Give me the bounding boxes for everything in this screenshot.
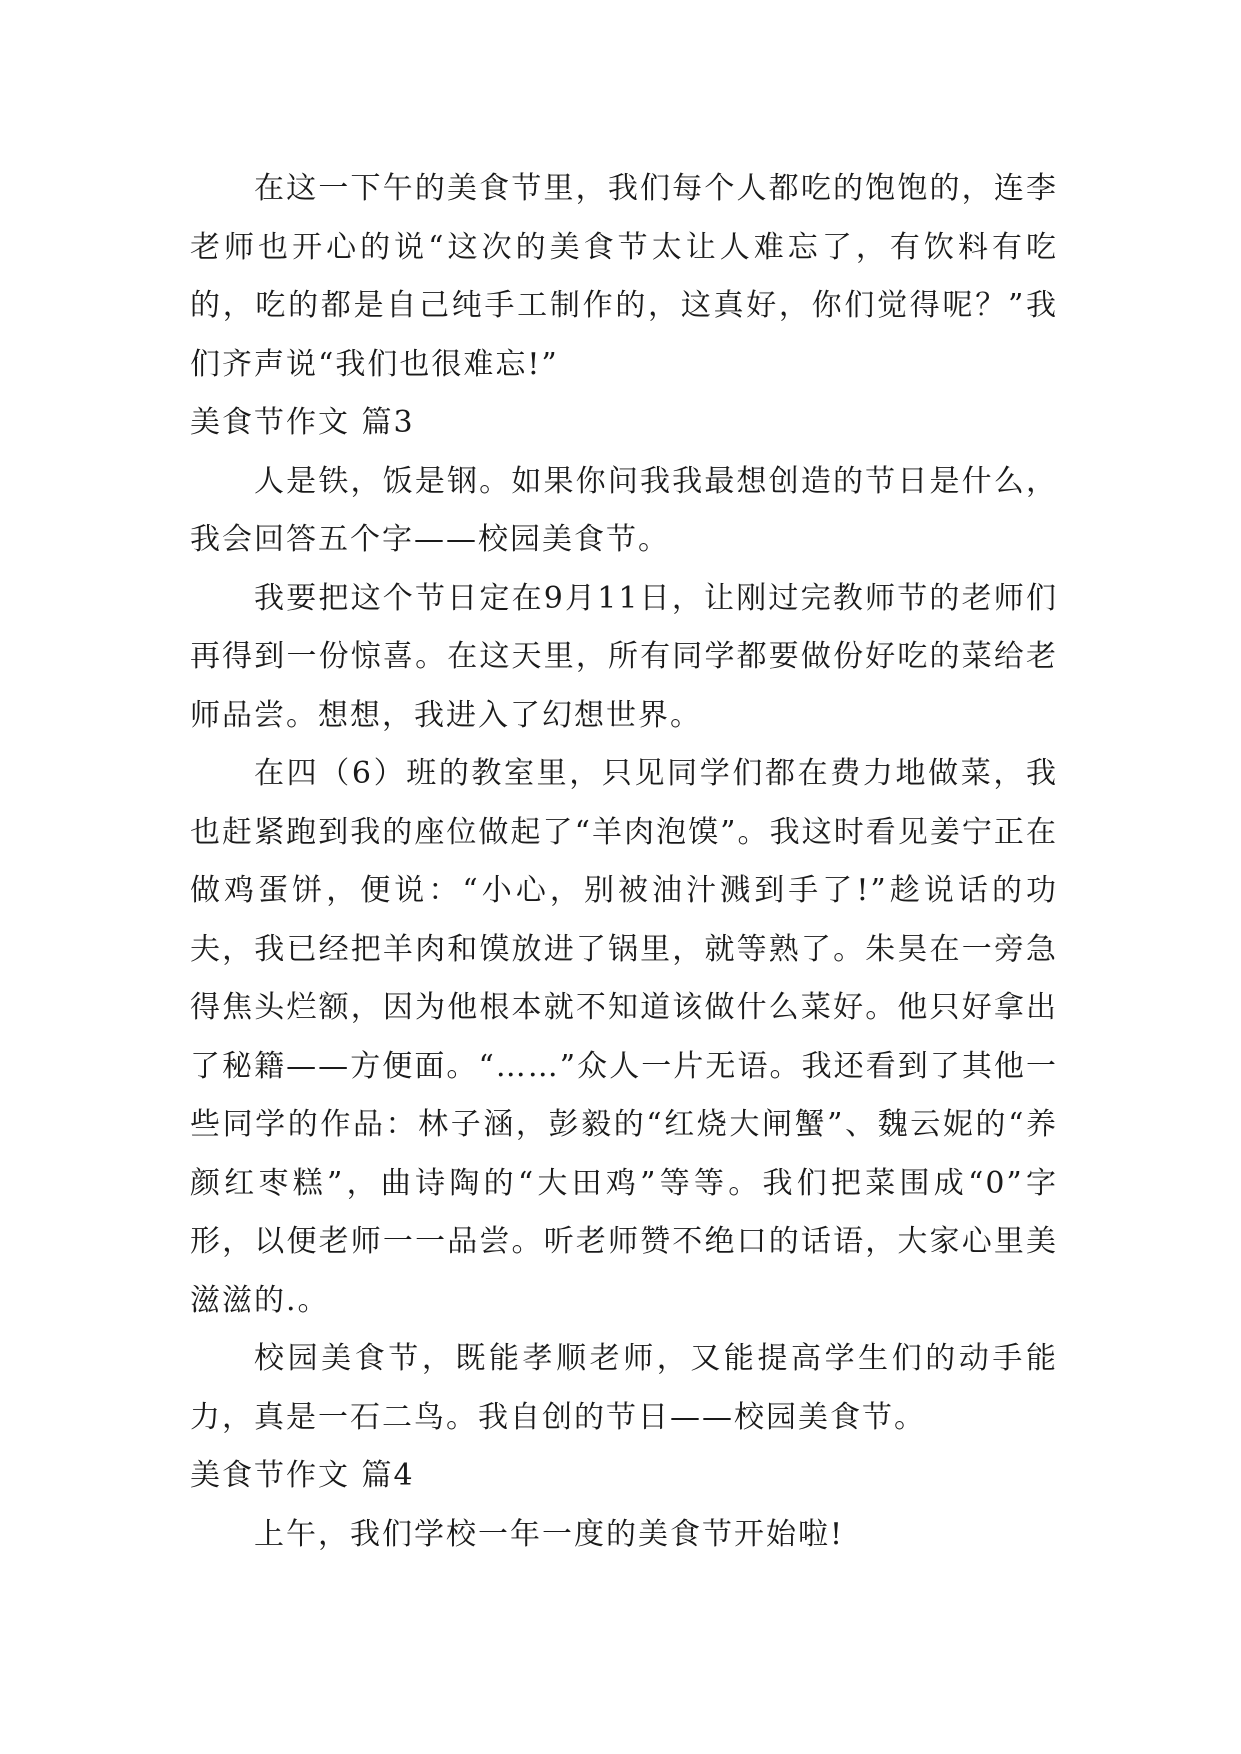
paragraph: 我要把这个节日定在9月11日，让刚过完教师节的老师们再得到一份惊喜。在这天里，所有同学都要做份好吃的菜给老师品尝。想想，我进入了幻想世界。 bbox=[190, 580, 1058, 733]
paragraph: 在这一下午的美食节里，我们每个人都吃的饱饱的，连李老师也开心的说“这次的美食节太让人难忘了，有饮料有吃的，吃的都是自己纯手工制作的，这真好，你们觉得呢？”我们齐声说“我们也很难忘!” bbox=[190, 171, 1058, 382]
paragraph: 上午，我们学校一年一度的美食节开始啦! bbox=[254, 1516, 845, 1552]
document-body bbox=[190, 160, 1058, 1564]
paragraph: 校园美食节，既能孝顺老师，又能提高学生们的动手能力，真是一石二鸟。我自创的节日——校园美食节。 bbox=[190, 1341, 1058, 1435]
section-heading: 美食节作文 篇4 bbox=[190, 1458, 415, 1493]
section-heading: 美食节作文 篇3 bbox=[190, 405, 415, 440]
paragraph: 人是铁，饭是钢。如果你问我我最想创造的节日是什么，我会回答五个字——校园美食节。 bbox=[190, 463, 1058, 557]
paragraph: 在四（6）班的教室里，只见同学们都在费力地做菜，我也赶紧跑到我的座位做起了“羊肉泡馍”。我这时看见姜宁正在做鸡蛋饼，便说：“小心，别被油汁溅到手了!”趁说话的功夫，我已经把羊肉和馍放进了锅里，就等熟了。朱昊在一旁急得焦头烂额，因为他根本就不知道该做什么菜好。他只好拿出了秘籍——方便面。“……”众人一片无语。我还看到了其他一些同学的作品：林子涵，彭毅的“红烧大闸蟹”、魏云妮的“养颜红枣糕”，曲诗陶的“大田鸡”等等。我们把菜围成“0”字形，以便老师一一品尝。听老师赞不绝口的话语，大家心里美滋滋的.。 bbox=[190, 756, 1058, 1318]
